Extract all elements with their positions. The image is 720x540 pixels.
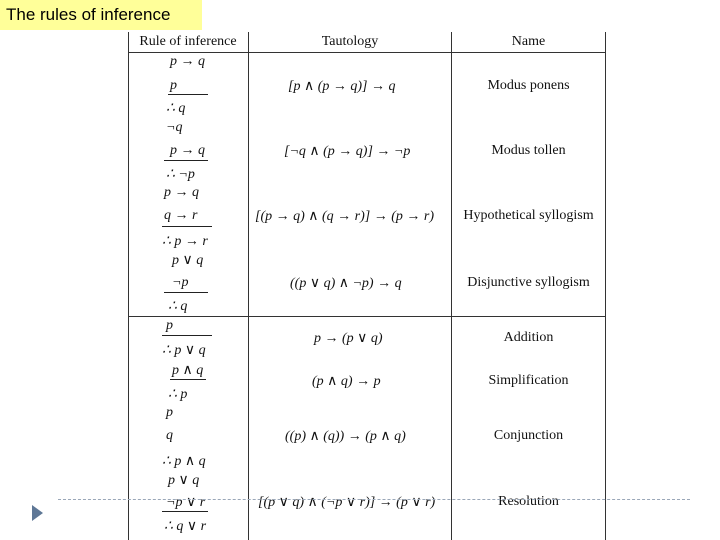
premise: ¬p ∨ r [166, 495, 206, 510]
header-name: Name [511, 34, 546, 49]
premise: p ∧ q [172, 363, 204, 378]
header-rule: Rule of inference [139, 34, 237, 49]
premise: ¬q [166, 120, 183, 135]
rule-name: Simplification [488, 373, 569, 388]
tautology: [p ∧ (p → q)] → q [288, 79, 396, 94]
premise: p → q [170, 54, 205, 69]
rule-name: Modus tollen [491, 143, 566, 158]
conclusion: ∴ p [168, 387, 188, 402]
column-divider-1 [248, 32, 249, 540]
tautology: p → (p ∨ q) [314, 331, 383, 346]
inference-table [128, 32, 606, 540]
premise: ¬p [172, 275, 189, 290]
premise: p → q [164, 185, 199, 200]
conclusion: ∴ q [166, 101, 186, 116]
header-divider [128, 52, 606, 53]
tautology: [(p → q) ∧ (q → r)] → (p → r) [255, 209, 435, 224]
rule-name: Resolution [498, 494, 559, 509]
triangle-right-icon[interactable] [32, 505, 43, 521]
inference-line [162, 226, 212, 227]
rule-name: Disjunctive syllogism [467, 275, 590, 290]
premise: p [166, 405, 173, 420]
rule-name: Modus ponens [487, 78, 570, 93]
conclusion: ∴ ¬p [166, 167, 195, 182]
footer-divider [58, 499, 690, 500]
premise: p [166, 318, 173, 333]
premise: p ∨ q [168, 473, 200, 488]
premise: p ∨ q [172, 253, 204, 268]
tautology: (p ∧ q) → p [312, 374, 381, 389]
tautology: [¬q ∧ (p → q)] → ¬p [284, 144, 411, 159]
rule-name: Addition [503, 330, 554, 345]
tautology: ((p) ∧ (q)) → (p ∧ q) [285, 429, 406, 444]
inference-line [168, 94, 208, 95]
premise: q → r [164, 208, 198, 223]
premise: q [166, 428, 173, 443]
table-border-left [128, 32, 129, 540]
rule-name: Hypothetical syllogism [463, 208, 594, 223]
tautology: ((p ∨ q) ∧ ¬p) → q [290, 276, 402, 291]
premise: p → q [170, 143, 205, 158]
conclusion: ∴ p → r [162, 234, 208, 249]
inference-line [164, 160, 208, 161]
premise: p [170, 78, 177, 93]
tautology: [(p ∨ q) ∧ (¬p ∨ r)] → (p ∨ r) [258, 495, 436, 510]
conclusion: ∴ p ∧ q [162, 454, 206, 469]
slide-title: The rules of inference [0, 0, 202, 30]
inference-line [162, 511, 208, 512]
conclusion: ∴ q ∨ r [164, 519, 207, 534]
inference-line [162, 335, 212, 336]
table-border-right [605, 32, 606, 540]
inference-line [164, 292, 208, 293]
header-tautology: Tautology [321, 34, 379, 49]
conclusion: ∴ p ∨ q [162, 343, 206, 358]
conclusion: ∴ q [168, 299, 188, 314]
inference-line [170, 379, 206, 380]
section-divider [128, 316, 606, 317]
rule-name: Conjunction [493, 428, 564, 443]
